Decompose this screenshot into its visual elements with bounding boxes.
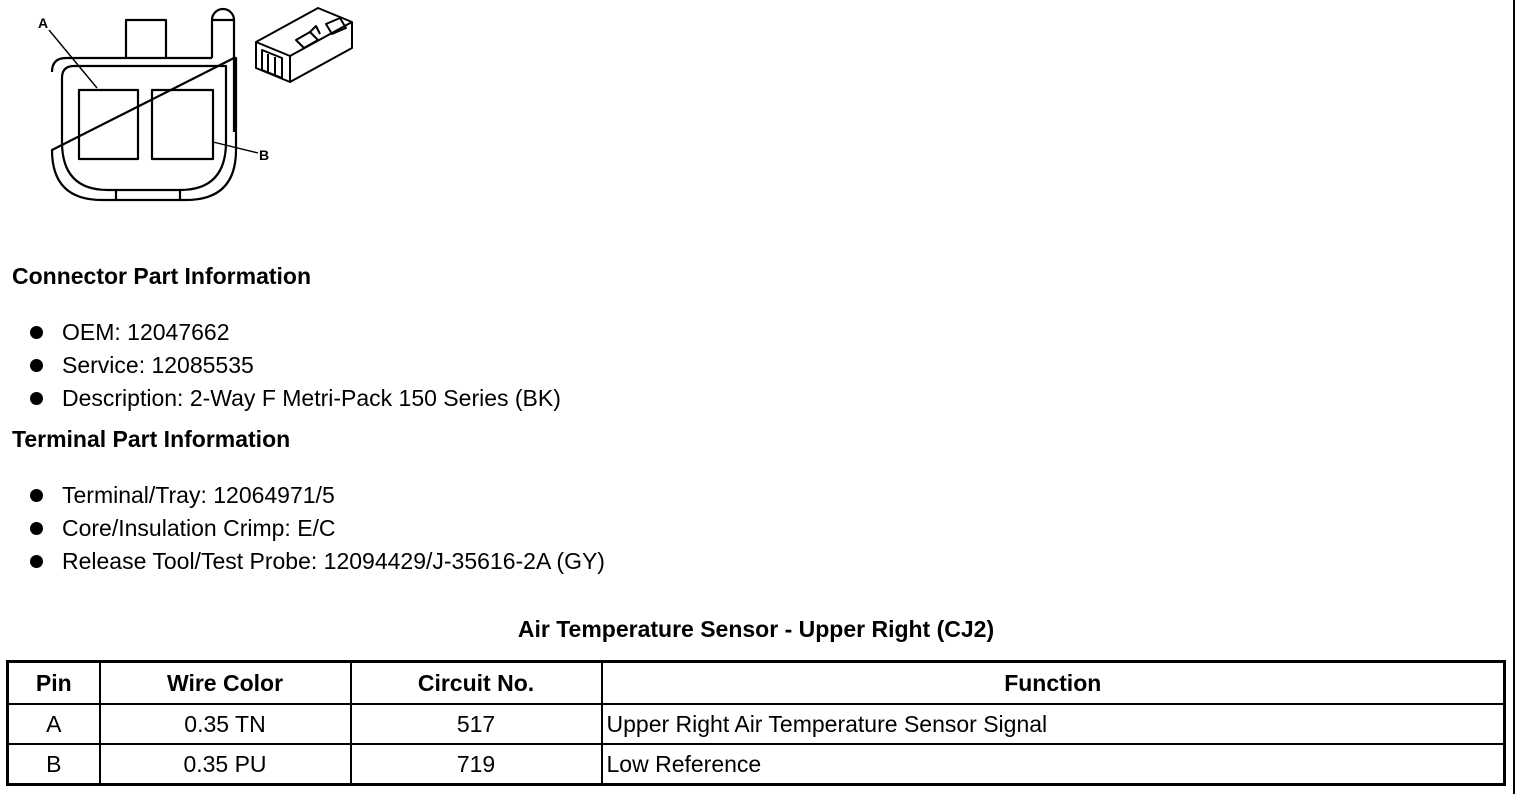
terminal-tray: Terminal/Tray: 12064971/5 (62, 482, 335, 508)
connector-service: Service: 12085535 (62, 352, 254, 378)
pin-label-a: A (38, 15, 49, 31)
list-item (30, 382, 561, 415)
cell-pin: B (8, 744, 100, 785)
bullet-icon (30, 489, 43, 502)
connector-iso-thumbnail (256, 8, 352, 82)
bullet-icon (30, 359, 43, 372)
cell-wire-color: 0.35 TN (100, 704, 351, 744)
pinout-table (6, 660, 1506, 786)
connector-oem: OEM: 12047662 (62, 319, 230, 345)
connector-latch-tab (126, 20, 166, 58)
list-item (30, 545, 605, 578)
cavity-b (152, 90, 213, 159)
connector-lock-finger (212, 9, 234, 132)
list-item (30, 316, 561, 349)
connector-description: Description: 2-Way F Metri-Pack 150 Series (BK) (62, 385, 561, 411)
list-item (30, 512, 605, 545)
col-header-circuit-no: Circuit No. (351, 662, 602, 705)
cell-function: Upper Right Air Temperature Sensor Signal (602, 704, 1505, 744)
bullet-icon (30, 392, 43, 405)
list-item (30, 349, 561, 382)
page-border-right (1513, 0, 1515, 794)
terminal-release-tool: Release Tool/Test Probe: 12094429/J-35616-2A (GY) (62, 548, 605, 574)
cell-pin: A (8, 704, 100, 744)
cavity-a (79, 90, 138, 159)
col-header-wire-color: Wire Color (100, 662, 351, 705)
table-header-row (8, 662, 1505, 705)
bullet-icon (30, 326, 43, 339)
connector-diagram (0, 0, 370, 215)
pin-label-b: B (259, 147, 270, 163)
terminal-part-info-heading: Terminal Part Information (12, 426, 291, 452)
bullet-icon (30, 555, 43, 568)
terminal-part-info-list (30, 479, 605, 578)
connector-bottom-key (116, 190, 180, 200)
cell-circuit-no: 719 (351, 744, 602, 785)
cell-circuit-no: 517 (351, 704, 602, 744)
cell-function: Low Reference (602, 744, 1505, 785)
bullet-icon (30, 522, 43, 535)
connector-part-info-heading: Connector Part Information (12, 263, 312, 289)
table-row (8, 704, 1505, 744)
connector-body-inner (62, 66, 226, 190)
list-item (30, 479, 605, 512)
table-row (8, 744, 1505, 785)
cell-wire-color: 0.35 PU (100, 744, 351, 785)
terminal-crimp: Core/Insulation Crimp: E/C (62, 515, 336, 541)
col-header-pin: Pin (8, 662, 100, 705)
connector-part-info-list (30, 316, 561, 415)
table-title: Air Temperature Sensor - Upper Right (CJ2) (517, 616, 995, 642)
col-header-function: Function (602, 662, 1505, 705)
